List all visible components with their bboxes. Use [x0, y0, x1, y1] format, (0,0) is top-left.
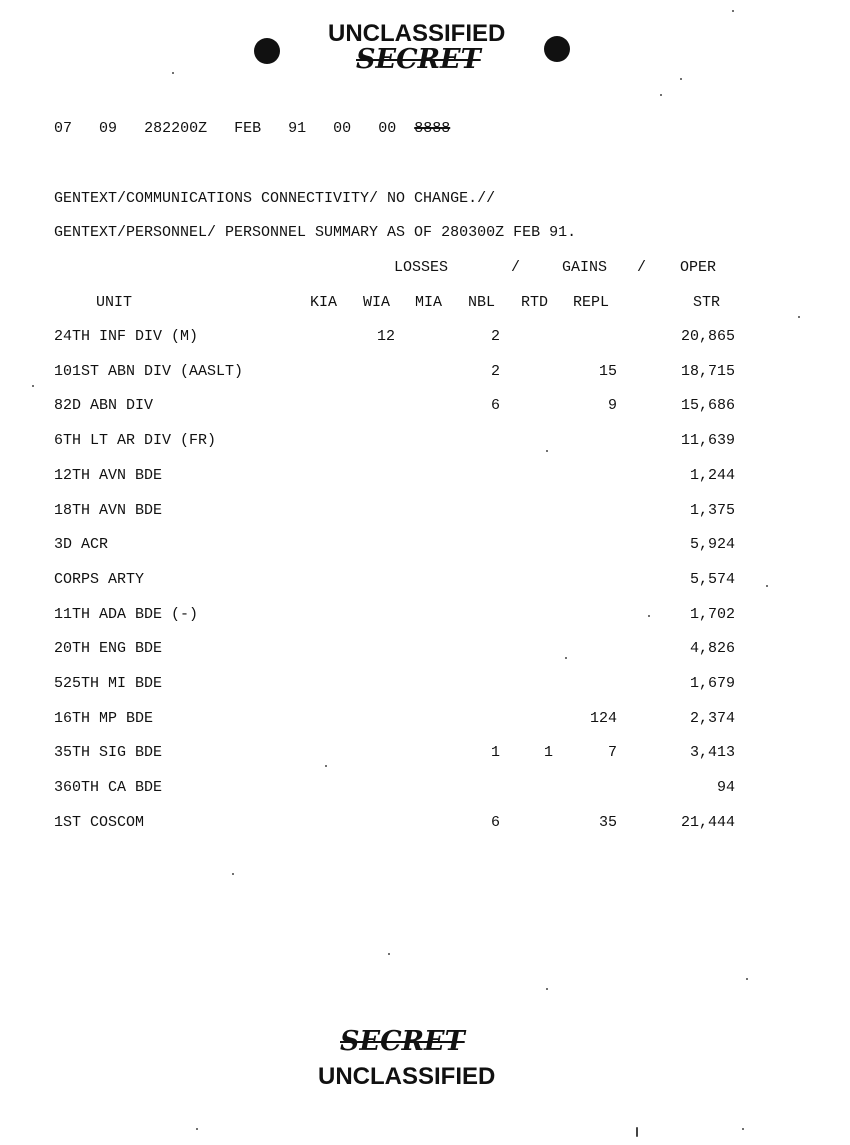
cell-unit: 11TH ADA BDE (-) — [54, 605, 199, 623]
table-row — [0, 744, 850, 764]
column-str: STR — [693, 294, 721, 311]
dtg-line — [54, 120, 450, 137]
scan-speck — [546, 450, 548, 452]
cell-str: 1,375 — [689, 501, 735, 519]
cell-str: 4,826 — [689, 640, 735, 658]
table-row — [0, 502, 850, 522]
cell-unit: 525TH MI BDE — [54, 675, 163, 692]
scan-speck — [798, 316, 800, 318]
column-repl: REPL — [573, 294, 610, 311]
dtg-field-time: 282200Z — [144, 120, 208, 137]
scan-speck — [746, 978, 748, 980]
cell-repl: 124 — [589, 709, 617, 727]
punch-hole-right — [544, 36, 570, 62]
scan-speck — [648, 615, 650, 617]
cell-str: 21,444 — [680, 813, 735, 831]
cell-str: 18,715 — [680, 362, 735, 380]
cell-str: 2,374 — [689, 709, 735, 727]
cell-unit: 20TH ENG BDE — [54, 640, 163, 658]
cell-repl: 15 — [598, 362, 617, 380]
cell-unit: 24TH INF DIV (M) — [54, 328, 199, 345]
cell-nbl: 2 — [490, 328, 500, 345]
cell-nbl: 2 — [490, 362, 500, 380]
dtg-field-b: 00 — [378, 120, 397, 137]
cell-unit: 1ST COSCOM — [54, 813, 145, 831]
dtg-field-year: 91 — [288, 120, 307, 137]
scan-speck — [388, 953, 390, 955]
scan-speck — [32, 385, 34, 387]
scan-speck — [766, 585, 768, 587]
cell-repl: 35 — [598, 813, 617, 831]
cell-str: 94 — [716, 779, 735, 797]
dtg-field-seq: 09 — [99, 120, 118, 137]
cell-repl: 9 — [607, 397, 617, 415]
table-row — [0, 675, 850, 695]
dtg-field-day: 07 — [54, 120, 73, 137]
table-row — [0, 606, 850, 626]
cell-str: 1,244 — [689, 466, 735, 484]
bottom-classification: UNCLASSIFIED — [318, 1063, 496, 1090]
cell-nbl: 1 — [490, 744, 500, 762]
top-classification: UNCLASSIFIED — [328, 20, 506, 47]
cell-unit: 18TH AVN BDE — [54, 501, 163, 519]
cell-unit: 82D ABN DIV — [54, 397, 154, 415]
cell-nbl: 6 — [490, 397, 500, 415]
gentext-personnel: GENTEXT/PERSONNEL/ PERSONNEL SUMMARY AS OF 280300Z FEB 91. — [54, 224, 577, 241]
column-unit: UNIT — [96, 294, 133, 311]
cell-str: 11,639 — [680, 432, 735, 450]
table-row — [0, 710, 850, 730]
scan-speck — [325, 765, 327, 767]
table-row — [0, 779, 850, 799]
table-row — [0, 571, 850, 591]
dtg-struck-field: 8888 — [414, 120, 451, 137]
table-row — [0, 467, 850, 487]
table-row — [0, 814, 850, 834]
header-gains: GAINS — [562, 259, 608, 276]
bottom-struck-marking: SECRET — [340, 1026, 465, 1057]
cell-unit: 360TH CA BDE — [54, 779, 163, 797]
cell-rtd: 1 — [543, 744, 553, 762]
punch-hole-left — [254, 38, 280, 64]
cell-unit: 101ST ABN DIV (AASLT) — [54, 362, 244, 380]
scan-speck — [172, 72, 174, 74]
table-row — [0, 432, 850, 452]
cell-str: 3,413 — [689, 744, 735, 762]
header-losses: LOSSES — [394, 259, 449, 276]
scan-speck — [565, 657, 567, 659]
cell-unit: 35TH SIG BDE — [54, 744, 163, 762]
header-oper: OPER — [680, 259, 717, 276]
column-mia: MIA — [415, 294, 443, 311]
cell-nbl: 6 — [490, 813, 500, 831]
table-row — [0, 363, 850, 383]
cell-unit: 12TH AVN BDE — [54, 466, 163, 484]
column-rtd: RTD — [521, 294, 549, 311]
scan-speck — [636, 1127, 638, 1137]
dtg-field-month: FEB — [234, 120, 262, 137]
dtg-field-a: 00 — [333, 120, 352, 137]
cell-unit: 3D ACR — [54, 536, 109, 554]
cell-unit: CORPS ARTY — [54, 570, 145, 588]
scan-speck — [680, 78, 682, 80]
scan-speck — [660, 94, 662, 96]
cell-wia: 12 — [376, 328, 395, 345]
scan-speck — [232, 873, 234, 875]
header-slash-2: / — [637, 259, 647, 276]
cell-str: 1,679 — [689, 675, 735, 692]
table-row — [0, 328, 850, 348]
cell-repl: 7 — [607, 744, 617, 762]
column-wia: WIA — [363, 294, 391, 311]
cell-unit: 16TH MP BDE — [54, 709, 154, 727]
cell-str: 15,686 — [680, 397, 735, 415]
cell-str: 5,574 — [689, 570, 735, 588]
scan-speck — [732, 10, 734, 12]
cell-str: 20,865 — [680, 328, 735, 345]
gentext-communications: GENTEXT/COMMUNICATIONS CONNECTIVITY/ NO CHANGE.// — [54, 190, 496, 207]
header-slash-1: / — [511, 259, 521, 276]
table-row — [0, 536, 850, 556]
cell-str: 1,702 — [689, 605, 735, 623]
table-row — [0, 397, 850, 417]
scan-speck — [196, 1128, 198, 1130]
table-row — [0, 640, 850, 660]
scan-speck — [742, 1128, 744, 1130]
column-kia: KIA — [310, 294, 338, 311]
cell-str: 5,924 — [689, 536, 735, 554]
cell-unit: 6TH LT AR DIV (FR) — [54, 432, 217, 450]
column-nbl: NBL — [468, 294, 496, 311]
scan-speck — [546, 988, 548, 990]
top-struck-marking: SECRET — [356, 44, 481, 75]
